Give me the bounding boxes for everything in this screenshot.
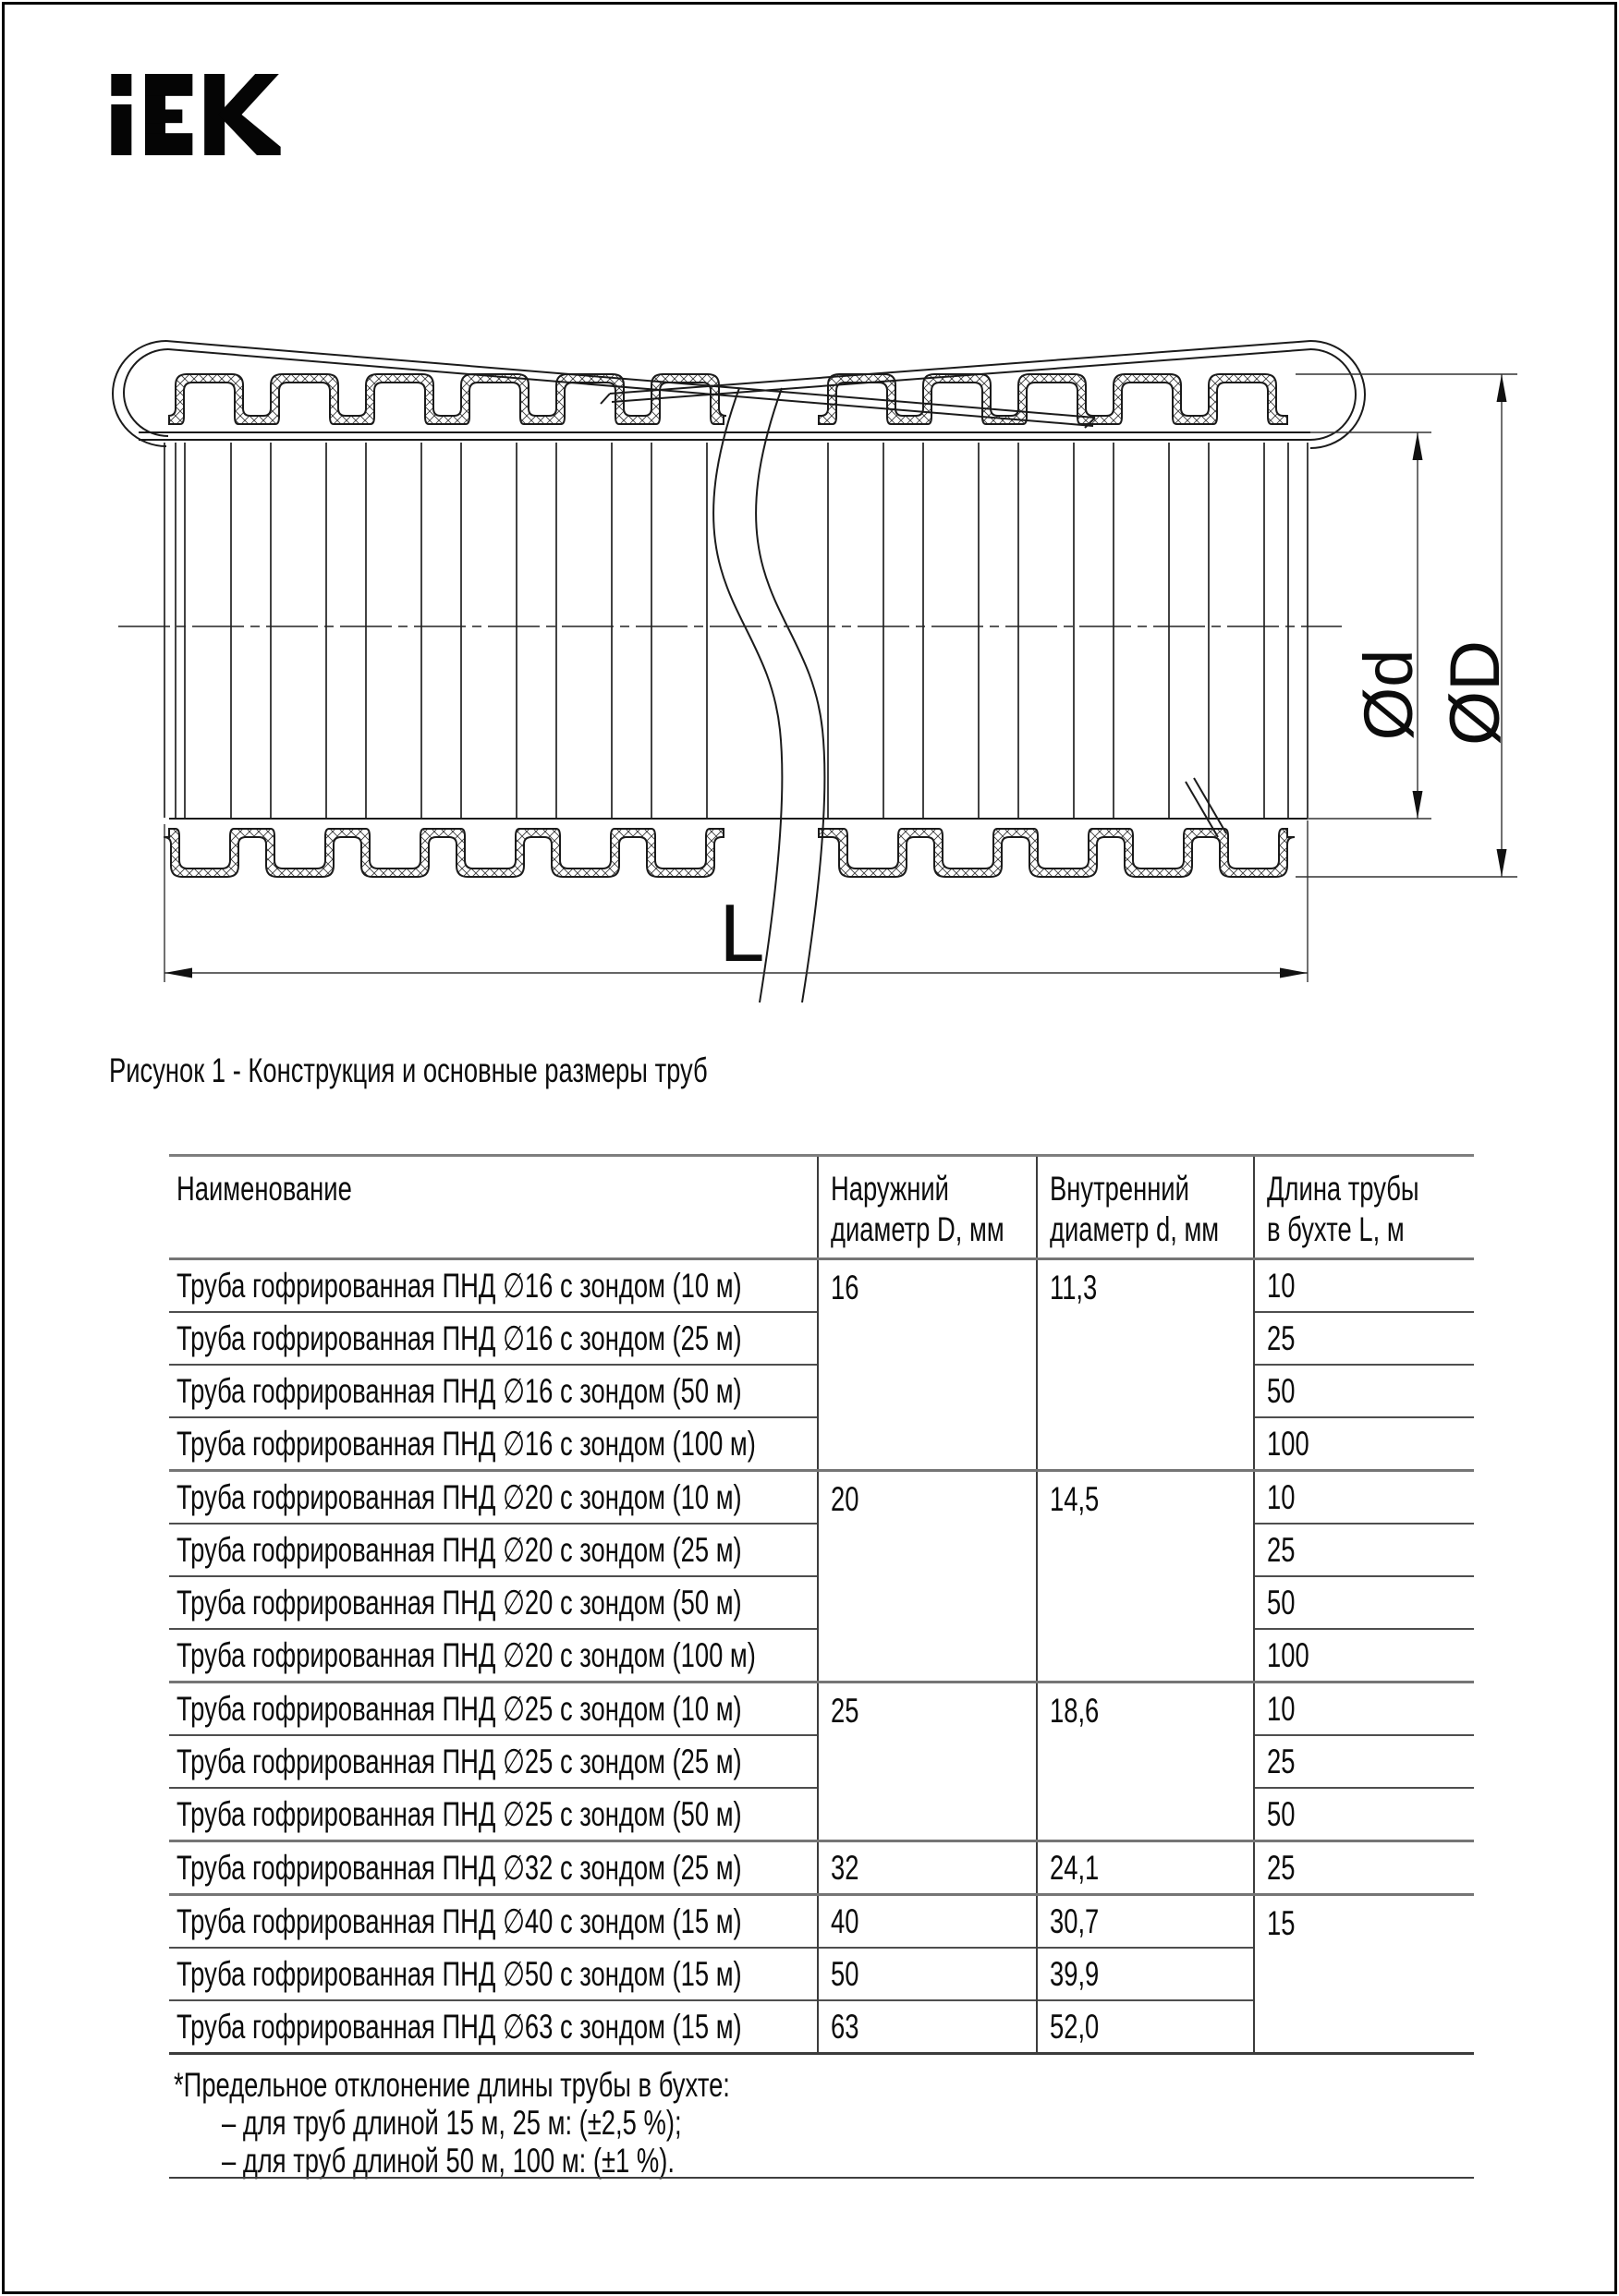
dimension-outer-diameter [1296, 374, 1517, 877]
table-row [169, 1683, 1474, 1736]
table-row [169, 1788, 1474, 1841]
footnote-title: *Предельное отклонение длины трубы в бухте: [174, 2066, 730, 2104]
column-header: Внутренний диаметр d, мм [1037, 1156, 1254, 1259]
table-cell: 50 [1254, 1576, 1474, 1629]
table-cell: 63 [818, 2000, 1037, 2054]
table-cell: 14,5 [1037, 1471, 1254, 1683]
table-cell: 100 [1254, 1629, 1474, 1683]
table-cell: 25 [1254, 1312, 1474, 1365]
length-label: L [719, 887, 765, 978]
table-cell: Труба гофрированная ПНД ∅20 с зондом (50 м) [169, 1576, 818, 1629]
table-cell: Труба гофрированная ПНД ∅16 с зондом (10 м) [169, 1259, 818, 1313]
table-cell: Труба гофрированная ПНД ∅25 с зондом (10 м) [169, 1683, 818, 1736]
table-cell: 10 [1254, 1259, 1474, 1313]
table-row [169, 1417, 1474, 1471]
table-footnote [169, 2066, 1474, 2180]
corrugated-pipe-section [164, 374, 1308, 877]
table-cell: 10 [1254, 1471, 1474, 1525]
table-header-row [169, 1156, 1474, 1259]
table-cell: 39,9 [1037, 1948, 1254, 2000]
table-row [169, 1895, 1474, 1949]
table-cell: Труба гофрированная ПНД ∅25 с зондом (50 м) [169, 1788, 818, 1841]
table-cell: Труба гофрированная ПНД ∅50 с зондом (15 м) [169, 1948, 818, 2000]
table-cell: 40 [818, 1895, 1037, 1949]
table-cell: 50 [818, 1948, 1037, 2000]
table-cell: 16 [818, 1259, 1037, 1471]
table-row [169, 1735, 1474, 1788]
table-cell: 10 [1254, 1683, 1474, 1736]
table-row [169, 1365, 1474, 1417]
footnote-item: – для труб длиной 15 м, 25 м: (±2,5 %); [222, 2104, 682, 2142]
table-cell: Труба гофрированная ПНД ∅16 с зондом (25 м) [169, 1312, 818, 1365]
table-cell: 20 [818, 1471, 1037, 1683]
table-header [169, 1156, 1474, 1259]
table-cell: 11,3 [1037, 1259, 1254, 1471]
table-row [169, 1629, 1474, 1683]
column-header: Наружний диаметр D, мм [818, 1156, 1037, 1259]
table-cell: 100 [1254, 1417, 1474, 1471]
column-header: Наименование [169, 1156, 818, 1259]
footnote-item: – для труб длиной 50 м, 100 м: (±1 %). [222, 2142, 675, 2180]
table-cell: 50 [1254, 1788, 1474, 1841]
outer-diameter-label: ØD [1436, 640, 1515, 746]
dimension-length [164, 820, 1308, 982]
table-cell: Труба гофрированная ПНД ∅25 с зондом (25 м) [169, 1735, 818, 1788]
table-cell: Труба гофрированная ПНД ∅16 с зондом (50 м) [169, 1365, 818, 1417]
table-cell: Труба гофрированная ПНД ∅32 с зондом (25 м) [169, 1841, 818, 1895]
table-row [169, 1312, 1474, 1365]
table-cell: Труба гофрированная ПНД ∅20 с зондом (100 м) [169, 1629, 818, 1683]
table-cell: 25 [818, 1683, 1037, 1841]
figure-caption [109, 1051, 918, 1090]
table-cell: 32 [818, 1841, 1037, 1895]
table-body [169, 1259, 1474, 2054]
table-cell: 25 [1254, 1841, 1474, 1895]
table-cell: 15 [1254, 1895, 1474, 2054]
table-cell: 52,0 [1037, 2000, 1254, 2054]
inner-diameter-label: Ød [1350, 649, 1427, 741]
table-cell: 25 [1254, 1524, 1474, 1576]
table-row [169, 1471, 1474, 1525]
table-row [169, 1576, 1474, 1629]
table-cell: Труба гофрированная ПНД ∅20 с зондом (25 м) [169, 1524, 818, 1576]
figure-caption-text: Рисунок 1 - Конструкция и основные размеры труб [109, 1051, 708, 1089]
table-row [169, 1841, 1474, 1895]
table-row [169, 1524, 1474, 1576]
pipe-spec-table [169, 1154, 1474, 2055]
table-cell: Труба гофрированная ПНД ∅40 с зондом (15 м) [169, 1895, 818, 1949]
table-cell: 25 [1254, 1735, 1474, 1788]
table-cell: Труба гофрированная ПНД ∅20 с зондом (10 м) [169, 1471, 818, 1525]
footnote-rule [169, 2177, 1474, 2179]
table-cell: Труба гофрированная ПНД ∅16 с зондом (100 м) [169, 1417, 818, 1471]
table-cell: 30,7 [1037, 1895, 1254, 1949]
table-cell: 24,1 [1037, 1841, 1254, 1895]
dimension-inner-diameter [1308, 432, 1431, 819]
table-cell: 18,6 [1037, 1683, 1254, 1841]
pipe-construction-drawing [0, 0, 1619, 1109]
table-cell: Труба гофрированная ПНД ∅63 с зондом (15 м) [169, 2000, 818, 2054]
table-row [169, 1259, 1474, 1313]
table-cell: 50 [1254, 1365, 1474, 1417]
column-header: Длина трубы в бухте L, м [1254, 1156, 1474, 1259]
